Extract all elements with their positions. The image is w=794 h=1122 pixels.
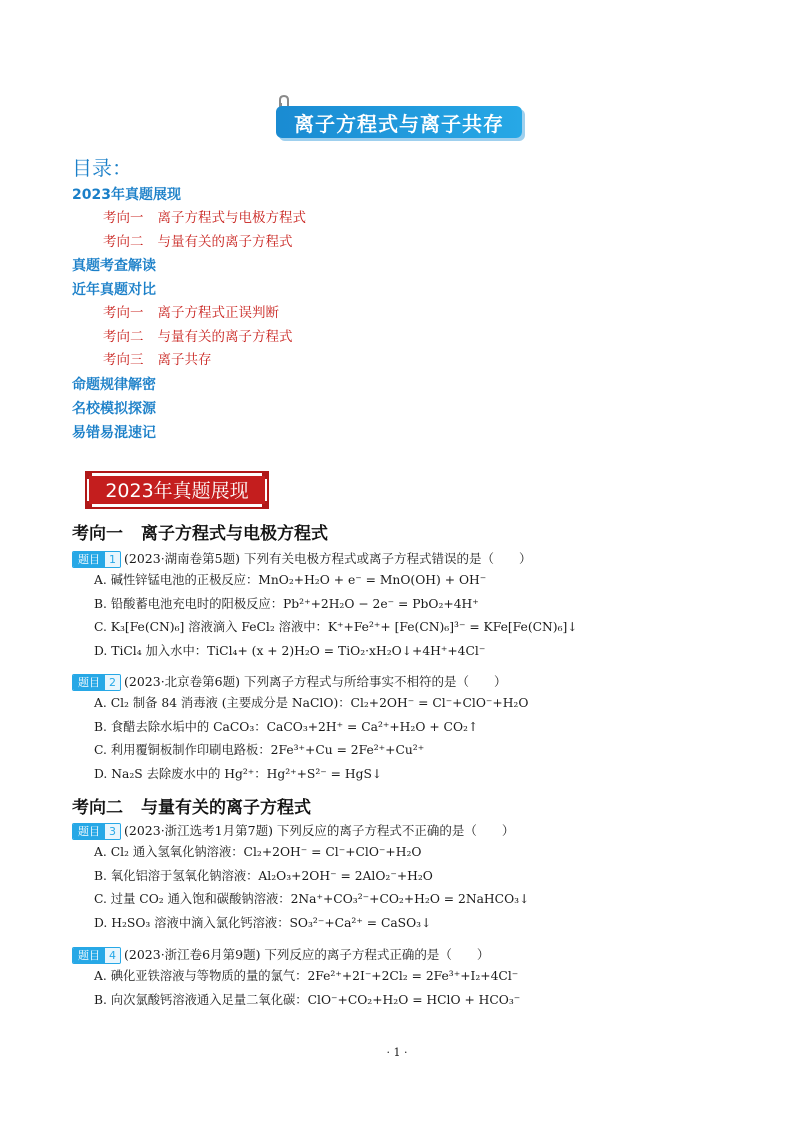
tag-number: 1: [105, 552, 120, 567]
section-badge: [84, 470, 270, 510]
toc-sub-item[interactable]: [72, 349, 306, 373]
option-a[interactable]: A. 碘化亚铁溶液与等物质的量的氯气：2Fe²⁺+2I⁻+2Cl₂ = 2Fe³⁺+I₂+4Cl⁻: [94, 969, 519, 983]
question-tag: [72, 674, 121, 691]
toc-sub-text: 离子方程式与电极方程式: [157, 210, 306, 226]
question-stem: (2023·湖南卷第5题) 下列有关电极方程式或离子方程式错误的是（ ）: [124, 551, 532, 566]
option-c[interactable]: C. K₃[Fe(CN)₆] 溶液滴入 FeCl₂ 溶液中：K⁺+Fe²⁺+ [Fe(CN)₆]³⁻ = KFe[Fe(CN)₆]↓: [94, 620, 578, 634]
toc-sub-item[interactable]: [72, 302, 306, 326]
toc-item-interpretation[interactable]: 真题考查解读: [72, 258, 156, 274]
question-head: [72, 945, 520, 965]
question-tag: [72, 823, 121, 840]
table-of-contents: [72, 183, 306, 445]
kx1-text: 离子方程式与电极方程式: [141, 524, 328, 544]
tag-label: 题目: [73, 824, 105, 839]
question-head: [72, 549, 578, 569]
toc-item-comparison[interactable]: 近年真题对比: [72, 282, 156, 298]
option-d[interactable]: D. TiCl₄ 加入水中：TiCl₄+ (x + 2)H₂O = TiO₂·xH₂O↓+4H⁺+4Cl⁻: [94, 643, 486, 658]
toc-sub-label: 考向二: [103, 233, 144, 250]
toc-item-mock[interactable]: 名校模拟探源: [72, 400, 156, 417]
toc-item-2023[interactable]: 2023年真题展现: [72, 187, 181, 203]
title-banner-wrap: [272, 98, 526, 142]
toc-sub-label: 考向一: [103, 210, 144, 226]
question-stem: (2023·浙江选考1月第7题) 下列反应的离子方程式不正确的是（ ）: [124, 823, 515, 838]
option-a[interactable]: A. 碱性锌锰电池的正极反应：MnO₂+H₂O + e⁻ = MnO(OH) + OH⁻: [94, 573, 487, 587]
option-a[interactable]: A. Cl₂ 通入氢氧化钠溶液：Cl₂+2OH⁻ = Cl⁻+ClO⁻+H₂O: [94, 845, 422, 859]
question-3: [72, 821, 529, 935]
toc-item-rules[interactable]: 命题规律解密: [72, 376, 156, 393]
option-b[interactable]: B. 向次氯酸钙溶液通入足量二氧化碳：ClO⁻+CO₂+H₂O = HClO + HCO₃⁻: [94, 992, 521, 1007]
toc-sub-item[interactable]: [72, 207, 306, 231]
section-badge-frame: [84, 470, 270, 510]
option-b[interactable]: B. 氧化铝溶于氢氧化钠溶液：Al₂O₃+2OH⁻ = 2AlO₂⁻+H₂O: [94, 868, 433, 883]
option-b[interactable]: B. 铅酸蓄电池充电时的阳极反应：Pb²⁺+2H₂O − 2e⁻ = PbO₂+4H⁺: [94, 596, 479, 611]
toc-item-easy-mistakes[interactable]: 易错易混速记: [72, 424, 156, 441]
toc-sub-label: 考向一: [103, 305, 144, 321]
tag-number: 4: [105, 948, 120, 963]
page-number: · 1 ·: [386, 1046, 408, 1059]
question-4: [72, 945, 520, 1012]
kx2-label: 考向二: [72, 798, 123, 818]
kx2-heading: [72, 793, 311, 818]
question-head: [72, 821, 529, 841]
toc-sub-text: 与量有关的离子方程式: [157, 328, 293, 345]
question-head: [72, 672, 528, 692]
kx1-heading: [72, 519, 328, 544]
toc-sub-item[interactable]: [72, 326, 306, 350]
kx1-label: 考向一: [72, 524, 123, 544]
kx2-text: 与量有关的离子方程式: [141, 798, 311, 818]
tag-label: 题目: [73, 675, 105, 690]
option-b[interactable]: B. 食醋去除水垢中的 CaCO₃：CaCO₃+2H⁺ = Ca²⁺+H₂O + CO₂↑: [94, 719, 479, 734]
toc-sub-text: 离子方程式正误判断: [157, 305, 279, 321]
section-badge-text: 2023年真题展现: [105, 480, 249, 502]
option-c[interactable]: C. 利用覆铜板制作印刷电路板：2Fe³⁺+Cu = 2Fe²⁺+Cu²⁺: [94, 743, 425, 757]
question-stem: (2023·北京卷第6题) 下列离子方程式与所给事实不相符的是（ ）: [124, 674, 507, 689]
option-c[interactable]: C. 过量 CO₂ 通入饱和碳酸钠溶液：2Na⁺+CO₃²⁻+CO₂+H₂O = 2NaHCO₃↓: [94, 892, 530, 906]
tag-number: 3: [105, 824, 120, 839]
toc-heading: 目录：: [72, 156, 132, 180]
toc-sub-text: 与量有关的离子方程式: [157, 233, 293, 250]
option-d[interactable]: D. H₂SO₃ 溶液中滴入氯化钙溶液：SO₃²⁻+Ca²⁺ = CaSO₃↓: [94, 915, 432, 930]
page-title: 离子方程式与离子共存: [294, 111, 504, 136]
tag-label: 题目: [73, 552, 105, 567]
toc-sub-item[interactable]: [72, 231, 306, 255]
tag-label: 题目: [73, 948, 105, 963]
option-a[interactable]: A. Cl₂ 制备 84 消毒液 (主要成分是 NaClO)：Cl₂+2OH⁻ = Cl⁻+ClO⁻+H₂O: [94, 696, 529, 710]
toc-sub-label: 考向二: [103, 328, 144, 345]
question-stem: (2023·浙江卷6月第9题) 下列反应的离子方程式正确的是（ ）: [124, 947, 490, 962]
tag-number: 2: [105, 675, 120, 690]
question-2: [72, 672, 528, 786]
toc-sub-text: 离子共存: [157, 352, 212, 368]
toc-sub-label: 考向三: [103, 352, 144, 368]
title-banner: [276, 106, 522, 138]
option-d[interactable]: D. Na₂S 去除废水中的 Hg²⁺：Hg²⁺+S²⁻ = HgS↓: [94, 766, 383, 781]
question-tag: [72, 947, 121, 964]
question-tag: [72, 551, 121, 568]
question-1: [72, 549, 578, 663]
